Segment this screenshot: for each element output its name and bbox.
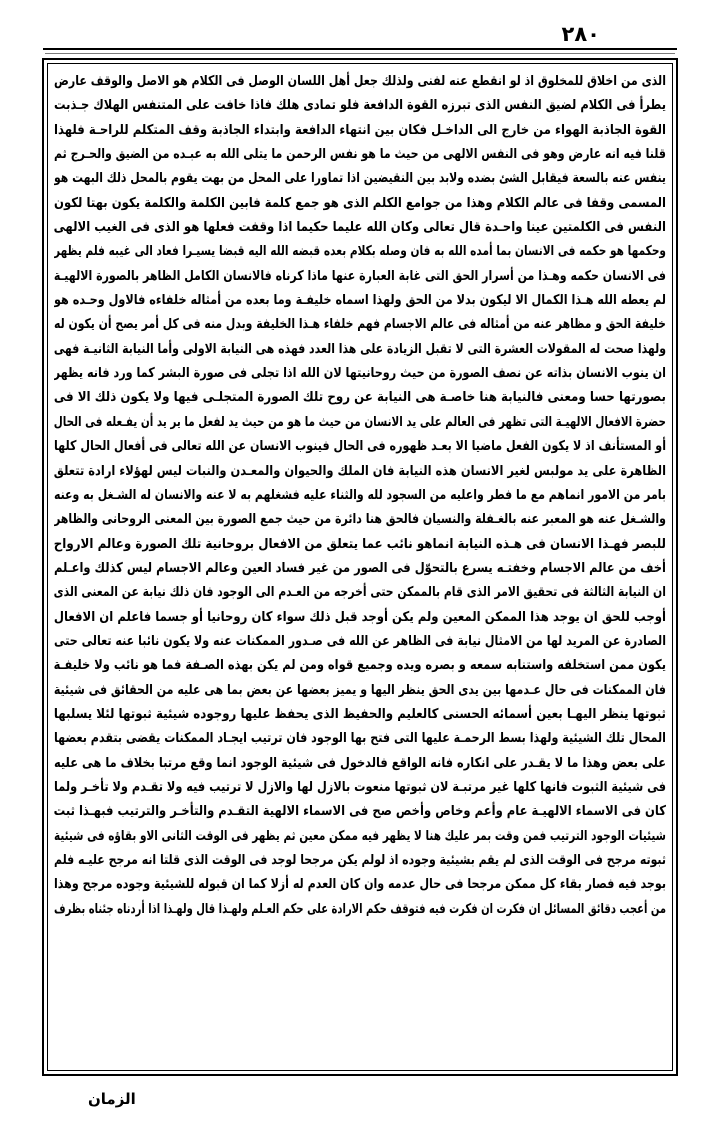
- text-line: الظاهرة على يد مولبس لغير الانسان هذه النيابة فان الملك والحيوان والمعـدن والنبات ليس لهؤلاء ارادة تتعلق: [54, 463, 666, 479]
- text-line: فان الممكنات فى حال عـدمها بين يدى الحق ينظر اليها و يميز بعضها عن بعض بما هى عليه من الحقائق فى شيئية: [54, 682, 666, 698]
- text-line: فى شيئية الثبوت فانها كلها غير مرتبـة لان ثبوتها منعوت بالازل لها والازل لا ترتيب فيه ولا تقـدم ولا تأخـر ولما: [54, 779, 666, 796]
- text-line: خليفة الحق و مظاهر عنه من أمثاله فى عالم الاجسام فهم خلفاء هـذا الخليفة وبدل منه فى كل أمر يصح أن يكون له: [54, 317, 666, 333]
- text-line: بصورتها حسا ومعنى فالنيابة هنا خاصـة هى النيابة عن روح تلك الصورة المتجلـى فيها ولا يكون ذلك الا فى: [54, 390, 666, 406]
- text-line: وحكمها هو حكمه فى الانسان بما أمده الله به فان وصله بكلام بعده قبضه الله اليه قبضا يسيـرا فعاد الى غيبه فلم يظهر: [54, 244, 666, 260]
- text-line: ثبوته مرجح فى الوقت الذى لم يقم بشيئية وجوده اذ لولم يكن مرجحا لوجد فى الوقت الذى قلتا انه مرجح عليـه فلم: [54, 852, 666, 869]
- text-line: أو المستأنف اذ لا يكون الفعل ماضيا الا بعـد ظهوره فى الحال فينوب الانسان عن الله تعالى فى أفعال الحال كلها: [54, 438, 666, 455]
- text-line: أوجب للحق ان يوجد هذا الممكن المعين ولم يكن أوجد قبل ذلك سواء كان روحانيا أو جسما فاعلم ان الافعال: [54, 609, 666, 625]
- text-line: يطرأ فى الكلام لضيق النفس الذى تبرزه القوة الدافعة فلو تمادى هلك فاذا خافت على المتنفس الهلاك جـذبت: [54, 98, 666, 114]
- text-line: بوجد فيه فصار بقاء كل ممكن مرجحا فى حال عدمه وان كان العدم له أزلا كما ان قبوله للشيئية وجوده مرجح وهذا: [54, 877, 666, 893]
- text-line: ينفس عنه بالسعة فيقابل الشئ بضده ولابد بين النقيضين اذا تماورا على المحل من بهت يقوم بالمحل ذلك البهت هو: [54, 171, 666, 187]
- page-number: ٢٨٠: [561, 22, 600, 46]
- text-line: كان فى الاسماء الالهيـة عام وأعم وخاص وأخص صح فى الاسماء الالهية التقـدم والتأخـر والترتيب فبهـذا ثبت: [54, 804, 666, 820]
- text-line: النفس فى الكلمتين عينا واحـدة قال تعالى وكان الله عليما حكيما اذا وقفت فعلها هو الذى فى الغيب الالهى: [54, 219, 666, 236]
- text-line: المحال تلك الشيئية ولهذا بسط الرحمـة عليها التى فتح بها الوجود فان ترتيب ايجـاد الممكنات يقضى بتقدم بعضها: [54, 731, 666, 747]
- text-line: المسمى وقفا فى عالم الكلام وهذا من جوامع الكلم الذى هو جمع كلمة فابين الكلمة والكلمة يكون بهتا لكون: [54, 195, 666, 211]
- text-line: القوة الجاذبة الهواء من خارج الى الداخـل فكان بين انتهاء الدافعة وابتداء الجاذبة وقف المتكلم للراحـة فلهذا: [54, 122, 666, 138]
- text-line: قلنا فيه انه عارض وهو فى النفس الالهى من حيث ما هو نفس الرحمن ما يتلى الله به عبـده من الضيق والحـرج ثم: [54, 146, 666, 163]
- text-line: ولهذا صحت له المقولات العشرة التى لا تقبل الزيادة على هذا العدد فهذه هى النيابة الاولى وأما النيابة الثانيـة فهى: [54, 341, 666, 357]
- text-line: ثبوتها ينظر اليهـا بعين أسمائه الحسنى كالعليم والحفيظ الذى يحفظ عليها روجوده شيئية ثبوتها لئلا يسلبها: [54, 706, 666, 723]
- text-line: الصادرة عن المريد لها من الامثال نيابة فى الظاهر عن الله فى صـدور الممكنات عنه ولا يكون نائبا عنه تعالى حتى: [54, 633, 666, 650]
- text-line: ان النيابة الثالثة فى تحقيق الامر الذى قام بالممكن حتى أخرجه من العـدم الى الوجود فان ذلك نيابة عن المعنى الذى: [54, 584, 666, 601]
- text-line: على بعض وهذا ما لا يقـدر على انكاره فانه الواقع فالدخول فى شيئية الوجود انما وقع مرتبا بخلاف ما هى عليه: [54, 755, 666, 771]
- text-line: فى الانسان حكمه وهـذا من أسرار الحق التى غابة العبارة عنها ماذا كرناه فالانسان الكامل الظاهر بالصورة الالهيـة: [54, 268, 666, 284]
- text-line: شيئيات الوجود الترتيب فمن وقت بمر عليك هنا لا يظهر فيه ممكن معين ثم يظهر فى الوقت الثانى الاو بقاؤه فى شيئية: [54, 828, 666, 844]
- text-line: من أعجب دقائق المسائل ان فكرت ان فكرت فيه فتوقف حكم الارادة على حكم العـلم ولهـذا قال ولهـذا اذا أردناه جئناه بظرف: [54, 901, 666, 917]
- header-rule: [43, 48, 677, 50]
- catchword: الزمان: [88, 1090, 136, 1108]
- body-text-block: [54, 66, 666, 1068]
- text-line: للبصر فهـذا الانسان فى هـذه النيابة انماهو نائب عما يتعلق من الافعال بروحانية تلك الصورة وعالم الارواح: [54, 536, 666, 552]
- header-rule-secondary: [45, 53, 675, 54]
- text-line: يكون ممن استخلفه واستنابه سمعه و بصره ويده وجميع قواه ومن لم يكن بهذه الصـفة فما هو نائب ولا خليفـة: [54, 658, 666, 674]
- text-line: لم يعطه الله هـذا الكمال الا ليكون بدلا من الحق ولهذا اسماه خليفـة وما بعده من أمثاله خلفاءه فالاول وحـده هو: [54, 292, 666, 309]
- text-line: الذى من اخلاق للمخلوق اذ لو انقطع عنه لفنى ولذلك جعل أهل اللسان الوصل فى الكلام هو الاصل والوقف عارض: [54, 73, 666, 90]
- text-line: والشـغل عنه هو المعبر عنه بالغـفلة والنسيان فالحق هنا دائرة من حيث جمع الصورة بين المعنى الروحانى والظاهر: [54, 511, 666, 528]
- text-line: أخف من عالم الاجسام وخفتـه يسرع بالتحوّل فى الصور من غير فساد العين وعالم الاجسام ليس كذلك واعـلم: [54, 560, 666, 577]
- text-line: بامر من الامور انماهم مع ما فطر واعليه من السجود لله والثناء عليه فشغلهم به لا عنه والانسان له الشـغل به وعنه: [54, 487, 666, 504]
- text-line: ان ينوب الانسان بذاته عن نصف الصورة من حيث روحانيتها لان الله اذا تجلى فى صورة البشر كما ورد فانه يظهر: [54, 365, 666, 382]
- text-line: حضرة الافعال الالهيـة التى تظهر فى العالم على يد الانسان من حيث ما هو من حيث يد لفعل ما ير يد أن يفـعله فى الحال: [54, 414, 666, 431]
